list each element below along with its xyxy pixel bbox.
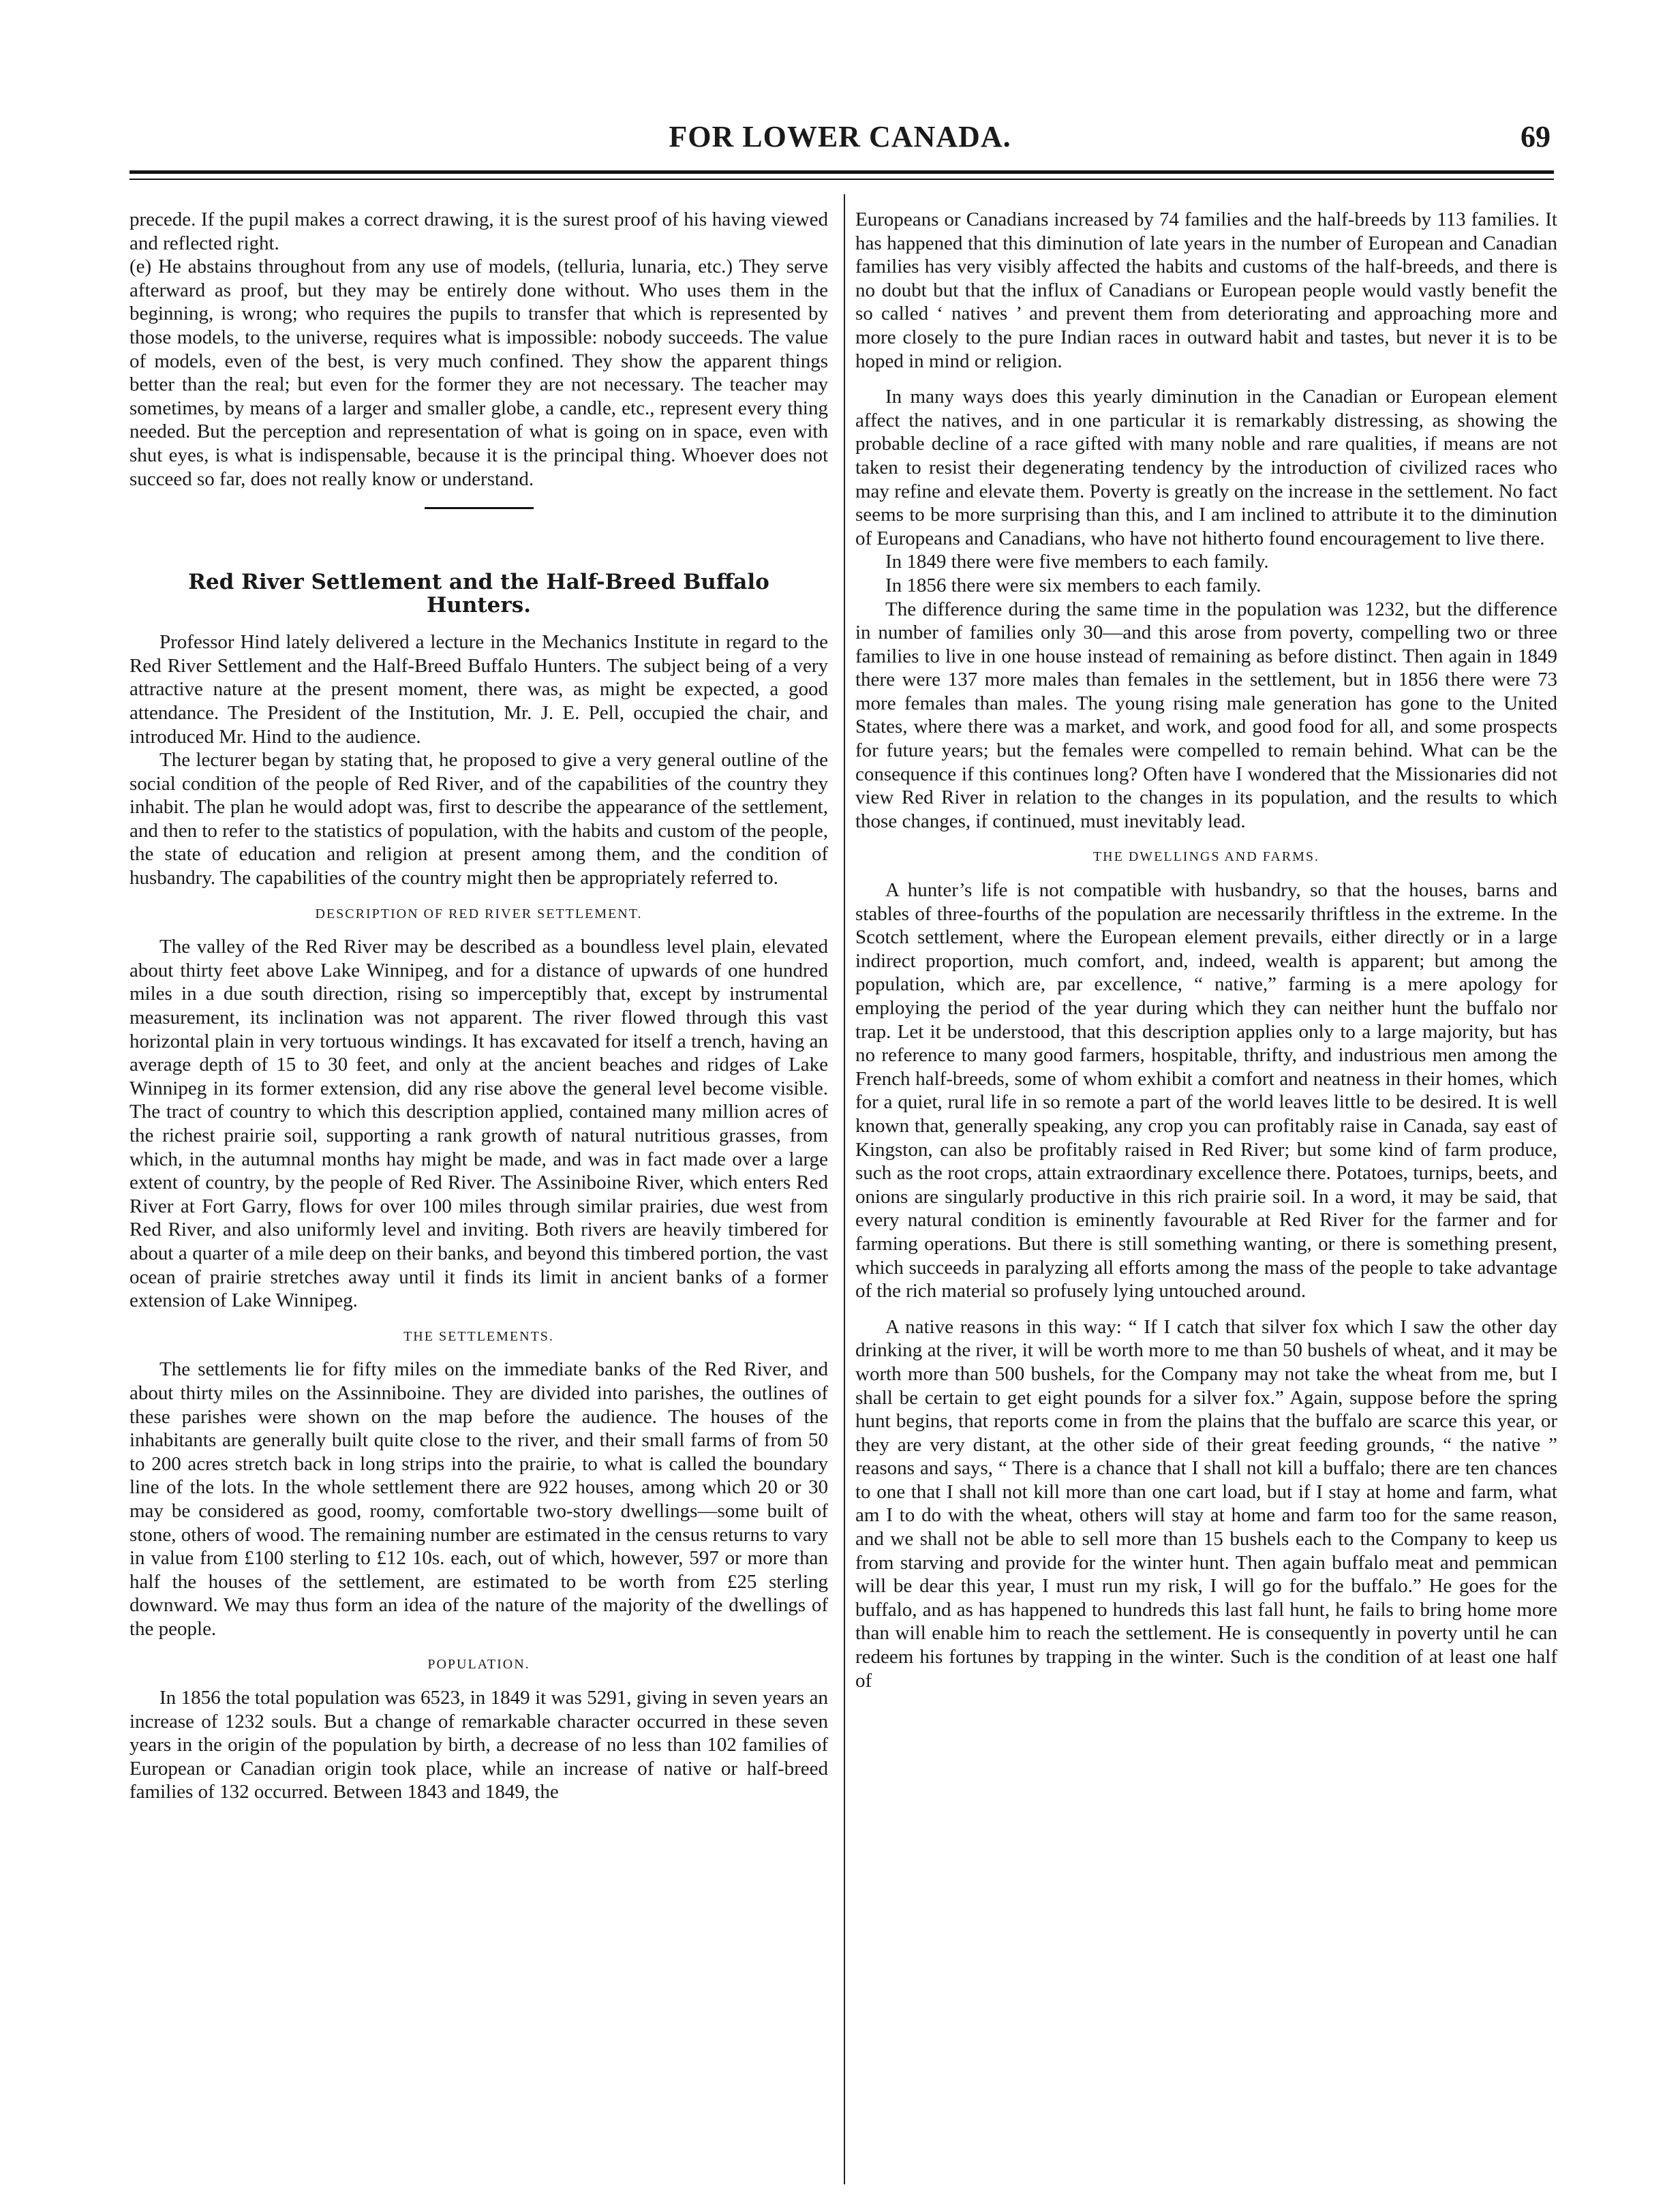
left-paragraph-4: The lecturer began by stating that, he proposed to give a very general outline of the social condition of the people of Red River, and of the capabilities of the country they inhabit. The plan he would adopt was, first to describe the appearance of the settlement, and then to refer to the statistics of population, with the habits and custom of the people, the state of education and religion at present among them, and the condition of husbandry. The capabilities of the country might then be appropriately referred to.	[129, 749, 828, 889]
left-paragraph-6: The settlements lie for fifty miles on the immediate banks of the Red River, and about thirty miles on the Assinniboine. They are divided into parishes, the outlines of these parishes were shown on the map before the audience. The houses of the inhabitants are generally built quite close to the river, and their small farms of from 50 to 200 acres stretch back in long strips into the prairie, to what is called the boundary line of the lots. In the whole settlement there are 922 houses, among which 20 or 30 may be considered as good, roomy, comfortable two-story dwellings—some built of stone, others of wood. The remaining number are estimated in the census returns to vary in value from £100 sterling to £12 10s. each, out of which, however, 597 or more than half the houses of the settlement, are estimated to be worth from £25 sterling downward. We may thus form an idea of the nature of the majority of the dwellings of the people.	[129, 1358, 828, 1640]
page-number: 69	[1521, 120, 1551, 153]
left-paragraph-7: In 1856 the total population was 6523, in 1849 it was 5291, giving in seven years an increase of 1232 souls. But a change of remarkable character occurred in these seven years in the origin of the population by birth, a decrease of no less than 102 families of European or Canadian origin took place, while an increase of native or half-breed families of 132 occurred. Between 1843 and 1849, the	[129, 1687, 828, 1803]
running-title: FOR LOWER CANADA.	[669, 120, 1011, 153]
right-paragraph-7: A native reasons in this way: “ If I catch that silver fox which I saw the other day drinking at the river, it will be worth more to me than 50 bushels of wheat, and it may be worth more than 500 bushels, for the Company may not take the wheat from me, but I shall be certain to get eight pounds for a silver fox.” Again, suppose before the spring hunt begins, that reports come in from the plains that the buffalo are scarce this year, or they are very distant, at the other side of their great feeding grounds, “ the native ” reasons and says, “ There is a chance that I shall not kill a buffalo; there are ten chances to one that I shall not kill more than one cart load, but if I stay at home and farm, what am I to do with the wheat, others will stay at home and farm too for the same reason, and we shall not be able to sell more than 15 bushels each to the Company to keep us from starving and provide for the winter hunt. Then again buffalo meat and pemmican will be dear this year, I must run my risk, I will go for the buffalo.” He goes for the buffalo, and as has happened to hundreds this last fall hunt, he fails to bring home more than will enable him to reach the settlement. He is consequently in poverty until he can redeem his fortunes by trapping in the winter. Such is the condition of at least one half of	[855, 1315, 1557, 1692]
right-paragraph-1: Europeans or Canadians increased by 74 families and the half-breeds by 113 families. It has happened that this diminution of late years in the number of European and Canadian families has very visibly affected the habits and customs of the half-breeds, and there is no doubt but that the influx of Canadians or European people would vastly benefit the so called ‘ natives ’ and prevent them from deteriorating and approaching more and more closely to the pure Indian races in outward habit and tastes, but never it is to be hoped in mind or religion.	[855, 209, 1557, 372]
right-paragraph-5: The difference during the same time in the population was 1232, but the difference in number of families only 30—and this arose from poverty, compelling two or three families to live in one house instead of remaining as before distinct. Then again in 1849 there were 137 more males than females in the settlement, but in 1856 there were 73 more females than males. The young rising male generation has gone to the United States, where there was a market, and work, and good food for all, and some prospects for future years; but the females were compelled to remain behind. What can be the consequence if this continues long? Often have I wondered that the Missionaries did not view Red River in relation to the changes in its population, and the results to which those changes, if continued, must inevitably lead.	[855, 598, 1557, 832]
column-divider	[844, 194, 845, 2184]
left-paragraph-1: precede. If the pupil makes a correct drawing, it is the surest proof of his having viewed and reflected right.	[129, 209, 828, 254]
left-paragraph-5: The valley of the Red River may be described as a boundless level plain, elevated about thirty feet above Lake Winnipeg, and for a distance of upwards of one hundred miles in a due south direction, rising so imperceptibly that, except by instrumental measurement, its inclination was not apparent. The river flowed through this vast horizontal plain in very tortuous windings. It has excavated for itself a trench, having an average depth of 15 to 30 feet, and only at the ancient beaches and ridges of Lake Winnipeg in its former extension, did any rise above the general level become visible. The tract of country to which this description applied, contained many million acres of the richest prairie soil, supporting a rank growth of natural nutritious grasses, from which, in the autumnal months hay might be made, and was in fact made over a large extent of country, by the people of Red River. The Assiniboine River, which enters Red River at Fort Garry, flows for over 100 miles through similar prairies, due west from Red River, and also uniformly level and inviting. Both rivers are heavily timbered for about a quarter of a mile deep on their banks, and beyond this timbered portion, the vast ocean of prairie stretches away until it finds its limit in ancient banks of a former extension of Lake Winnipeg.	[129, 936, 828, 1312]
right-paragraph-3: In 1849 there were five members to each family.	[885, 551, 1269, 573]
section-divider-rule	[425, 507, 534, 509]
header-rule-thick	[129, 170, 1554, 174]
header-rule-thin	[129, 179, 1554, 180]
right-paragraph-4: In 1856 there were six members to each family.	[885, 574, 1262, 596]
subhead-settlements: THE SETTLEMENTS.	[403, 1328, 554, 1344]
right-column	[855, 208, 1557, 2174]
subhead-description: DESCRIPTION OF RED RIVER SETTLEMENT.	[315, 906, 643, 921]
page-header	[129, 119, 1551, 160]
subhead-population: POPULATION.	[427, 1657, 530, 1673]
left-paragraph-2: (e) He abstains throughout from any use of models, (telluria, lunaria, etc.) They serve afterward as proof, but they may be entirely done without. Who uses them in the beginning, is wrong; who requires the pupils to transfer that which is represented by those models, to the universe, requires what is impossible: nobody succeeds. The value of models, even of the best, is very much confined. They show the apparent things better than the real; but even for the former they are not necessary. The teacher may sometimes, by means of a larger and smaller globe, a candle, etc., represent every thing needed. But the perception and representation of what is going on in space, even with shut eyes, is what is indispensable, because it is the principal thing. Whoever does not succeed so far, does not really know or understand.	[129, 256, 828, 490]
right-paragraph-2: In many ways does this yearly diminution in the Canadian or European element affect the natives, and in one particular it is remarkably distressing, as showing the probable decline of a race gifted with many noble and rare qualities, if means are not taken to resist their degenerating tendency by the introduction of civilized races who may refine and elevate them. Poverty is greatly on the increase in the settlement. No fact seems to be more surprising than this, and I am inclined to attribute it to the diminution of Europeans and Canadians, who have not hitherto found encouragement to live there.	[855, 386, 1557, 549]
left-paragraph-3: Professor Hind lately delivered a lecture in the Mechanics Institute in regard to the Red River Settlement and the Half-Breed Buffalo Hunters. The subject being of a very attractive nature at the present moment, there was, as might be expected, a good attendance. The President of the Institution, Mr. J. E. Pell, occupied the chair, and introduced Mr. Hind to the audience.	[129, 631, 828, 748]
right-paragraph-6: A hunter’s life is not compatible with husbandry, so that the houses, barns and stables of three-fourths of the population are necessarily thriftless in the extreme. In the Scotch settlement, where the European element prevails, either directly or in a large indirect proportion, much comfort, and, indeed, wealth is apparent; but among the population, which are, par excellence, “ native,” farming is a mere apology for employing the period of the year during which they can neither hunt the buffalo nor trap. Let it be understood, that this description applies only to a large majority, but has no reference to many good farmers, hospitable, thrifty, and industrious men among the French half-breeds, some of whom exhibit a comfort and neatness in their homes, which for a quiet, rural life in so remote a part of the world leaves little to be desired. It is well known that, generally speaking, any crop you can profitably raise in Canada, say east of Kingston, can also be profitably raised in Red River; but some kind of farm produce, such as the root crops, attain extraordinary excellence there. Potatoes, turnips, beets, and onions are singularly productive in this rich prairie soil. In a word, it may be said, that every natural condition is eminently favourable at Red River for the farmer and for farming operations. But there is still something wanting, or there is something present, which succeeds in paralyzing all efforts among the mass of the people to take advantage of the rich material so profusely lying untouched around.	[855, 879, 1557, 1302]
subhead-dwellings: THE DWELLINGS AND FARMS.	[1093, 849, 1320, 865]
left-column	[129, 208, 828, 2174]
article-title: Red River Settlement and the Half-Breed Buffalo Hunters.	[188, 570, 769, 618]
